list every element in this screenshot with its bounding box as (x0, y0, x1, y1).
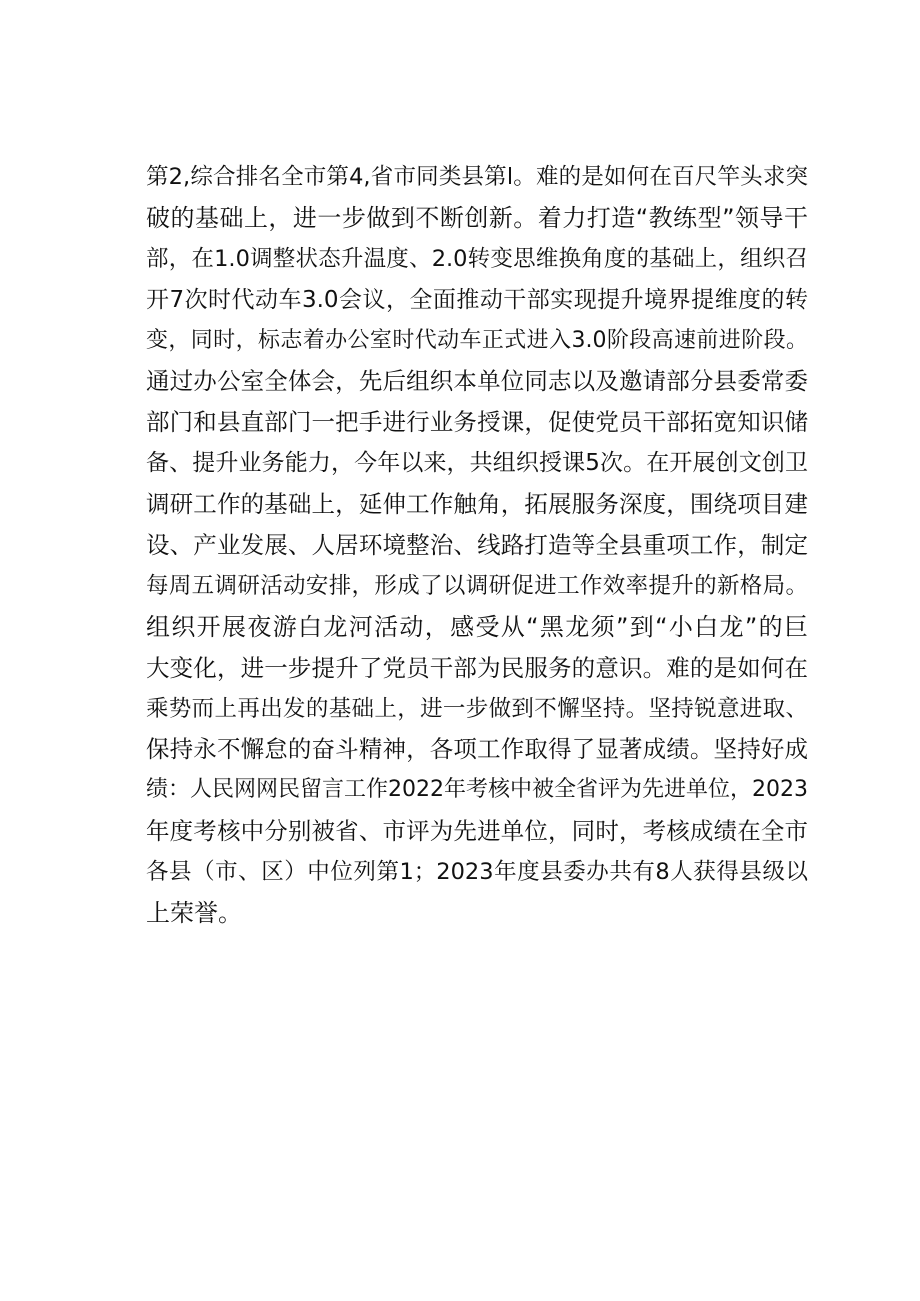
text-line: 乘势而上再出发的基础上，进一步做到不懈坚持。坚持锐意进取、 (146, 695, 808, 722)
text-line: 各县（市、区）中位列第1；2023年度县委办共有8人获得县级以 (146, 859, 808, 886)
text-line: 通过办公室全体会，先后组织本单位同志以及邀请部分县委常委 (146, 367, 808, 396)
text-line: 开7次时代动车3.0会议，全面推动干部实现提升境界提维度的转 (146, 286, 808, 313)
text-line: 部门和县直部门一把手进行业务授课，促使党员干部拓宽知识储 (146, 408, 808, 437)
text-line: 每周五调研活动安排，形成了以调研促进工作效率提升的新格局。 (146, 572, 808, 599)
text-line: 保持永不懈怠的奋斗精神，各项工作取得了显著成绩。坚持好成 (146, 735, 808, 764)
text-line: 上荣誉。 (146, 899, 242, 928)
text-line: 组织开展夜游白龙河活动，感受从“黑龙须”到“小白龙”的巨 (146, 612, 808, 641)
text-line: 大变化，进一步提升了党员干部为民服务的意识。难的是如何在 (146, 653, 808, 682)
text-line: 调研工作的基础上，延伸工作触角，拓展服务深度，围绕项目建 (146, 490, 808, 519)
text-line: 第2,综合排名全市第4,省市同类县第l。难的是如何在百尺竿头求突 (146, 164, 808, 190)
text-line: 绩：人民网网民留言工作2022年考核中被全省评为先进单位，2023 (146, 777, 808, 803)
text-line: 备、提升业务能力，今年以来，共组织授课5次。在开展创文创卫 (146, 450, 808, 477)
body-paragraph (146, 157, 808, 934)
text-line: 破的基础上，进一步做到不断创新。着力打造“教练型”领导干 (146, 203, 808, 232)
text-line: 设、产业发展、人居环境整治、线路打造等全县重项工作，制定 (146, 531, 808, 560)
text-line: 变，同时，标志着办公室时代动车正式进入3.0阶段高速前进阶段。 (146, 327, 808, 353)
text-line: 年度考核中分别被省、市评为先进单位，同时，考核成绩在全市 (146, 817, 808, 846)
text-line: 部，在1.0调整状态升温度、2.0转变思维换角度的基础上，组织召 (146, 245, 808, 272)
